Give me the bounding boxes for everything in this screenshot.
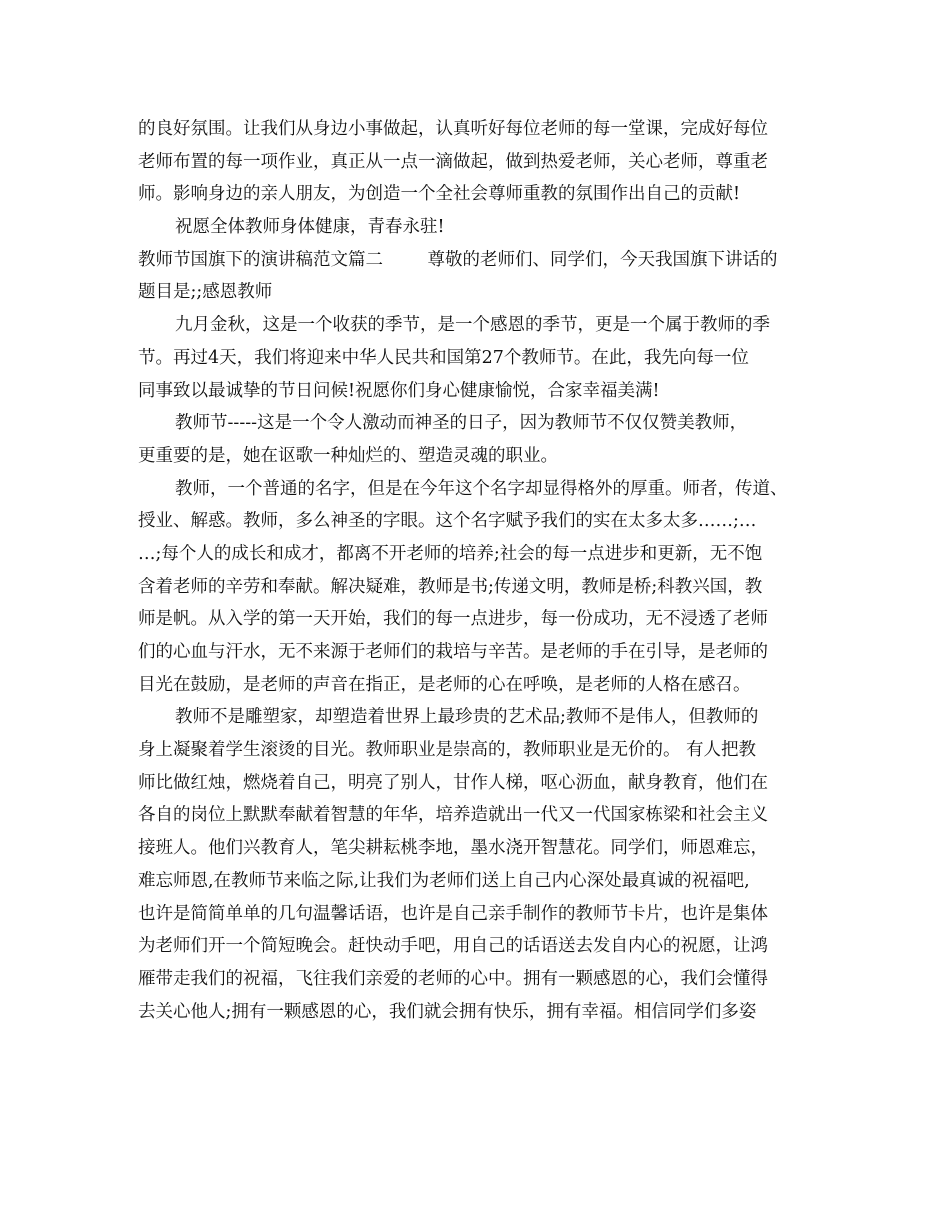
text-line: 去关心他人;拥有一颗感恩的心，我们就会拥有快乐，拥有幸福。相信同学们多姿 xyxy=(138,1001,757,1022)
text-line: 为老师们开一个简短晚会。赶快动手吧，用自己的话语送去发自内心的祝愿，让鸿 xyxy=(138,936,768,957)
text-line: 祝愿全体教师身体健康，青春永驻! xyxy=(175,217,445,238)
text-line: 授业、解惑。教师，多么神圣的字眼。这个名字赋予我们的实在太多太多……;… xyxy=(138,511,757,532)
text-line: 节。再过4天，我们将迎来中华人民共和国第27个教师节。在此，我先向每一位 xyxy=(138,347,749,368)
text-line: 也许是简简单单的几句温馨话语，也许是自己亲手制作的教师节卡片，也许是集体 xyxy=(138,903,768,924)
text-line: 师。影响身边的亲人朋友，为创造一个全社会尊师重教的氛围作出自己的贡献! xyxy=(138,184,741,205)
text-line: 难忘师恩,在教师节来临之际,让我们为老师们送上自己内心深处最真诚的祝福吧, xyxy=(138,870,750,891)
text-line: 的良好氛围。让我们从身边小事做起，认真听好每位老师的每一堂课，完成好每位 xyxy=(138,119,768,139)
text-line: 目光在鼓励，是老师的声音在指正，是老师的心在呼唤，是老师的人格在感召。 xyxy=(138,674,751,695)
text-line: 雁带走我们的祝福，飞往我们亲爱的老师的心中。拥有一颗感恩的心，我们会懂得 xyxy=(138,968,768,989)
text-line: …;每个人的成长和成才，都离不开老师的培养;社会的每一点进步和更新，无不饱 xyxy=(138,543,763,564)
text-line: 题目是;;感恩教师 xyxy=(138,282,273,303)
document-body xyxy=(138,113,818,1028)
text-line: 们的心血与汗水，无不来源于老师们的栽培与辛苦。是老师的手在引导，是老师的 xyxy=(138,642,768,662)
text-line: 同事致以最诚挚的节日问候!祝愿你们身心健康愉悦，合家幸福美满! xyxy=(138,380,660,401)
text-line: 更重要的是，她在讴歌一种灿烂的、塑造灵魂的职业。 xyxy=(138,445,558,466)
text-line: 教师，一个普通的名字，但是在今年这个名字却显得格外的厚重。师者，传道、 xyxy=(175,478,788,499)
text-line: 师是帆。从入学的第一天开始，我们的每一点进步，每一份成功，无不浸透了老师 xyxy=(138,609,768,630)
text-line: 教师节-----这是一个令人激动而神圣的日子，因为教师节不仅仅赞美教师， xyxy=(175,413,748,434)
text-line: 九月金秋，这是一个收获的季节，是一个感恩的季节，更是一个属于教师的季 xyxy=(175,315,770,336)
section-heading-line: 教师节国旗下的演讲稿范文篇二 尊敬的老师们、同学们，今天我国旗下讲话的 xyxy=(138,249,778,270)
text-line: 教师不是雕塑家，却塑造着世界上最珍贵的艺术品;教师不是伟人，但教师的 xyxy=(175,707,759,728)
text-line: 含着老师的辛劳和奉献。解决疑难，教师是书;传递文明，教师是桥;科教兴国，教 xyxy=(138,576,763,597)
text-line: 老师布置的每一项作业，真正从一点一滴做起，做到热爱老师，关心老师，尊重老 xyxy=(138,151,768,172)
text-line: 师比做红烛，燃烧着自己，明亮了别人，甘作人梯，呕心沥血，献身教育，他们在 xyxy=(138,772,768,793)
text-line: 接班人。他们兴教育人，笔尖耕耘桃李地，墨水浇开智慧花。同学们，师恩难忘， xyxy=(138,838,768,859)
text-line: 身上凝聚着学生滚烫的目光。教师职业是崇高的，教师职业是无价的。 有人把教 xyxy=(138,740,757,761)
text-line: 各自的岗位上默默奉献着智慧的年华，培养造就出一代又一代国家栋梁和社会主义 xyxy=(138,805,768,826)
